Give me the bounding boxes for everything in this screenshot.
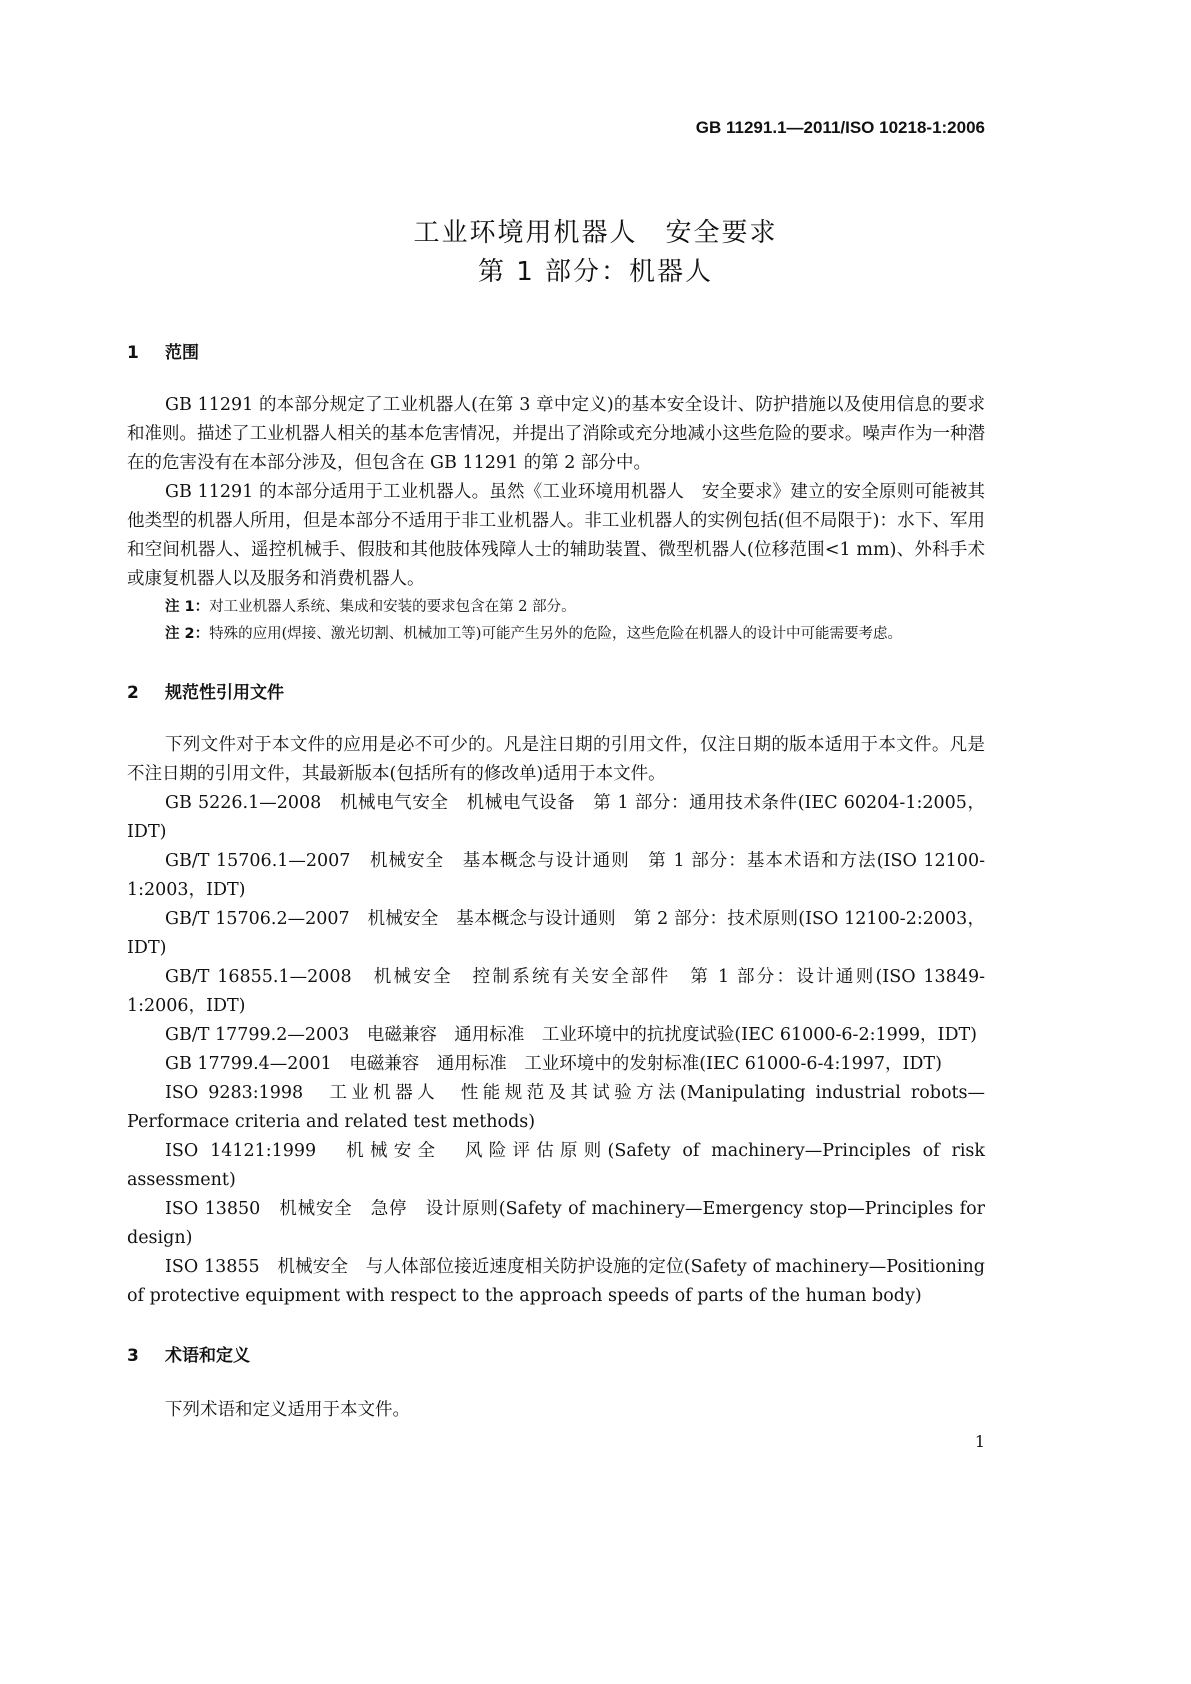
section-2-heading bbox=[127, 678, 284, 703]
document-code-header: GB 11291.1—2011/ISO 10218-1:2006 bbox=[695, 118, 985, 137]
note-text: 对工业机器人系统、集成和安装的要求包含在第 2 部分。 bbox=[209, 599, 576, 615]
reference-item: ISO 13850 机械安全 急停 设计原则(Safety of machinery—Emergency stop—Principles for design) bbox=[127, 1199, 985, 1248]
paragraph: 下列术语和定义适用于本文件。 bbox=[165, 1400, 410, 1420]
section-number: 1 bbox=[127, 343, 139, 363]
paragraph: GB 11291 的本部分适用于工业机器人。虽然《工业环境用机器人 安全要求》建立的安全原则可能被其他类型的机器人所用，但是本部分不适用于非工业机器人。非工业机器人的实例包括(但不局限于)：水下、军用和空间机器人、遥控机械手、假肢和其他肢体残障人士的辅助装置、微型机器人(位移范围<1 mm)、外科手术或康复机器人以及服务和消费机器人。 bbox=[127, 482, 985, 589]
reference-item: GB 5226.1—2008 机械电气安全 机械电气设备 第 1 部分：通用技术条件(IEC 60204-1:2005，IDT) bbox=[127, 793, 985, 842]
reference-item: ISO 9283:1998 工业机器人 性能规范及其试验方法(Manipulating industrial robots—Performace criteria and related test methods) bbox=[127, 1083, 985, 1132]
reference-item: GB 17799.4—2001 电磁兼容 通用标准 工业环境中的发射标准(IEC 61000-6-4:1997，IDT) bbox=[165, 1054, 942, 1074]
section-3-heading bbox=[127, 1341, 250, 1366]
note-1 bbox=[127, 594, 985, 621]
paragraph: GB 11291 的本部分规定了工业机器人(在第 3 章中定义)的基本安全设计、防护措施以及使用信息的要求和准则。描述了工业机器人相关的基本危害情况，并提出了消除或充分地减小这些危险的要求。噪声作为一种潜在的危害没有在本部分涉及，但包含在 GB 11291 的第 2 部分中。 bbox=[127, 395, 985, 473]
note-2 bbox=[127, 621, 985, 648]
note-text: 特殊的应用(焊接、激光切割、机械加工等)可能产生另外的危险，这些危险在机器人的设计中可能需要考虑。 bbox=[209, 626, 902, 642]
section-1-heading bbox=[127, 338, 199, 363]
reference-item: GB/T 17799.2—2003 电磁兼容 通用标准 工业环境中的抗扰度试验(IEC 61000-6-2:1999，IDT) bbox=[165, 1025, 977, 1045]
title-line-1: 工业环境用机器人 安全要求 bbox=[413, 218, 778, 248]
reference-item: GB/T 15706.1—2007 机械安全 基本概念与设计通则 第 1 部分：基本术语和方法(ISO 12100-1:2003，IDT) bbox=[127, 851, 985, 900]
paragraph: 下列文件对于本文件的应用是必不可少的。凡是注日期的引用文件，仅注日期的版本适用于本文件。凡是不注日期的引用文件，其最新版本(包括所有的修改单)适用于本文件。 bbox=[127, 735, 985, 784]
section-3-body bbox=[127, 1396, 985, 1425]
reference-item: ISO 13855 机械安全 与人体部位接近速度相关防护设施的定位(Safety of machinery—Positioning of protective equipment with respect to the approach speeds of parts of the human body) bbox=[127, 1257, 985, 1306]
section-title: 术语和定义 bbox=[165, 1346, 250, 1366]
reference-item: GB/T 15706.2—2007 机械安全 基本概念与设计通则 第 2 部分：技术原则(ISO 12100-2:2003，IDT) bbox=[127, 909, 985, 958]
section-2-body bbox=[127, 731, 985, 1311]
section-number: 3 bbox=[127, 1346, 139, 1366]
section-1-body bbox=[127, 391, 985, 648]
page-number: 1 bbox=[974, 1432, 985, 1451]
section-number: 2 bbox=[127, 683, 139, 703]
note-label: 注 2： bbox=[165, 626, 210, 642]
reference-item: ISO 14121:1999 机械安全 风险评估原则(Safety of machinery—Principles of risk assessment) bbox=[127, 1141, 985, 1190]
note-label: 注 1： bbox=[165, 599, 210, 615]
reference-item: GB/T 16855.1—2008 机械安全 控制系统有关安全部件 第 1 部分：设计通则(ISO 13849-1:2006，IDT) bbox=[127, 967, 985, 1016]
section-title: 规范性引用文件 bbox=[165, 683, 284, 703]
title-line-2: 第 1 部分：机器人 bbox=[477, 257, 714, 287]
section-title: 范围 bbox=[165, 343, 199, 363]
